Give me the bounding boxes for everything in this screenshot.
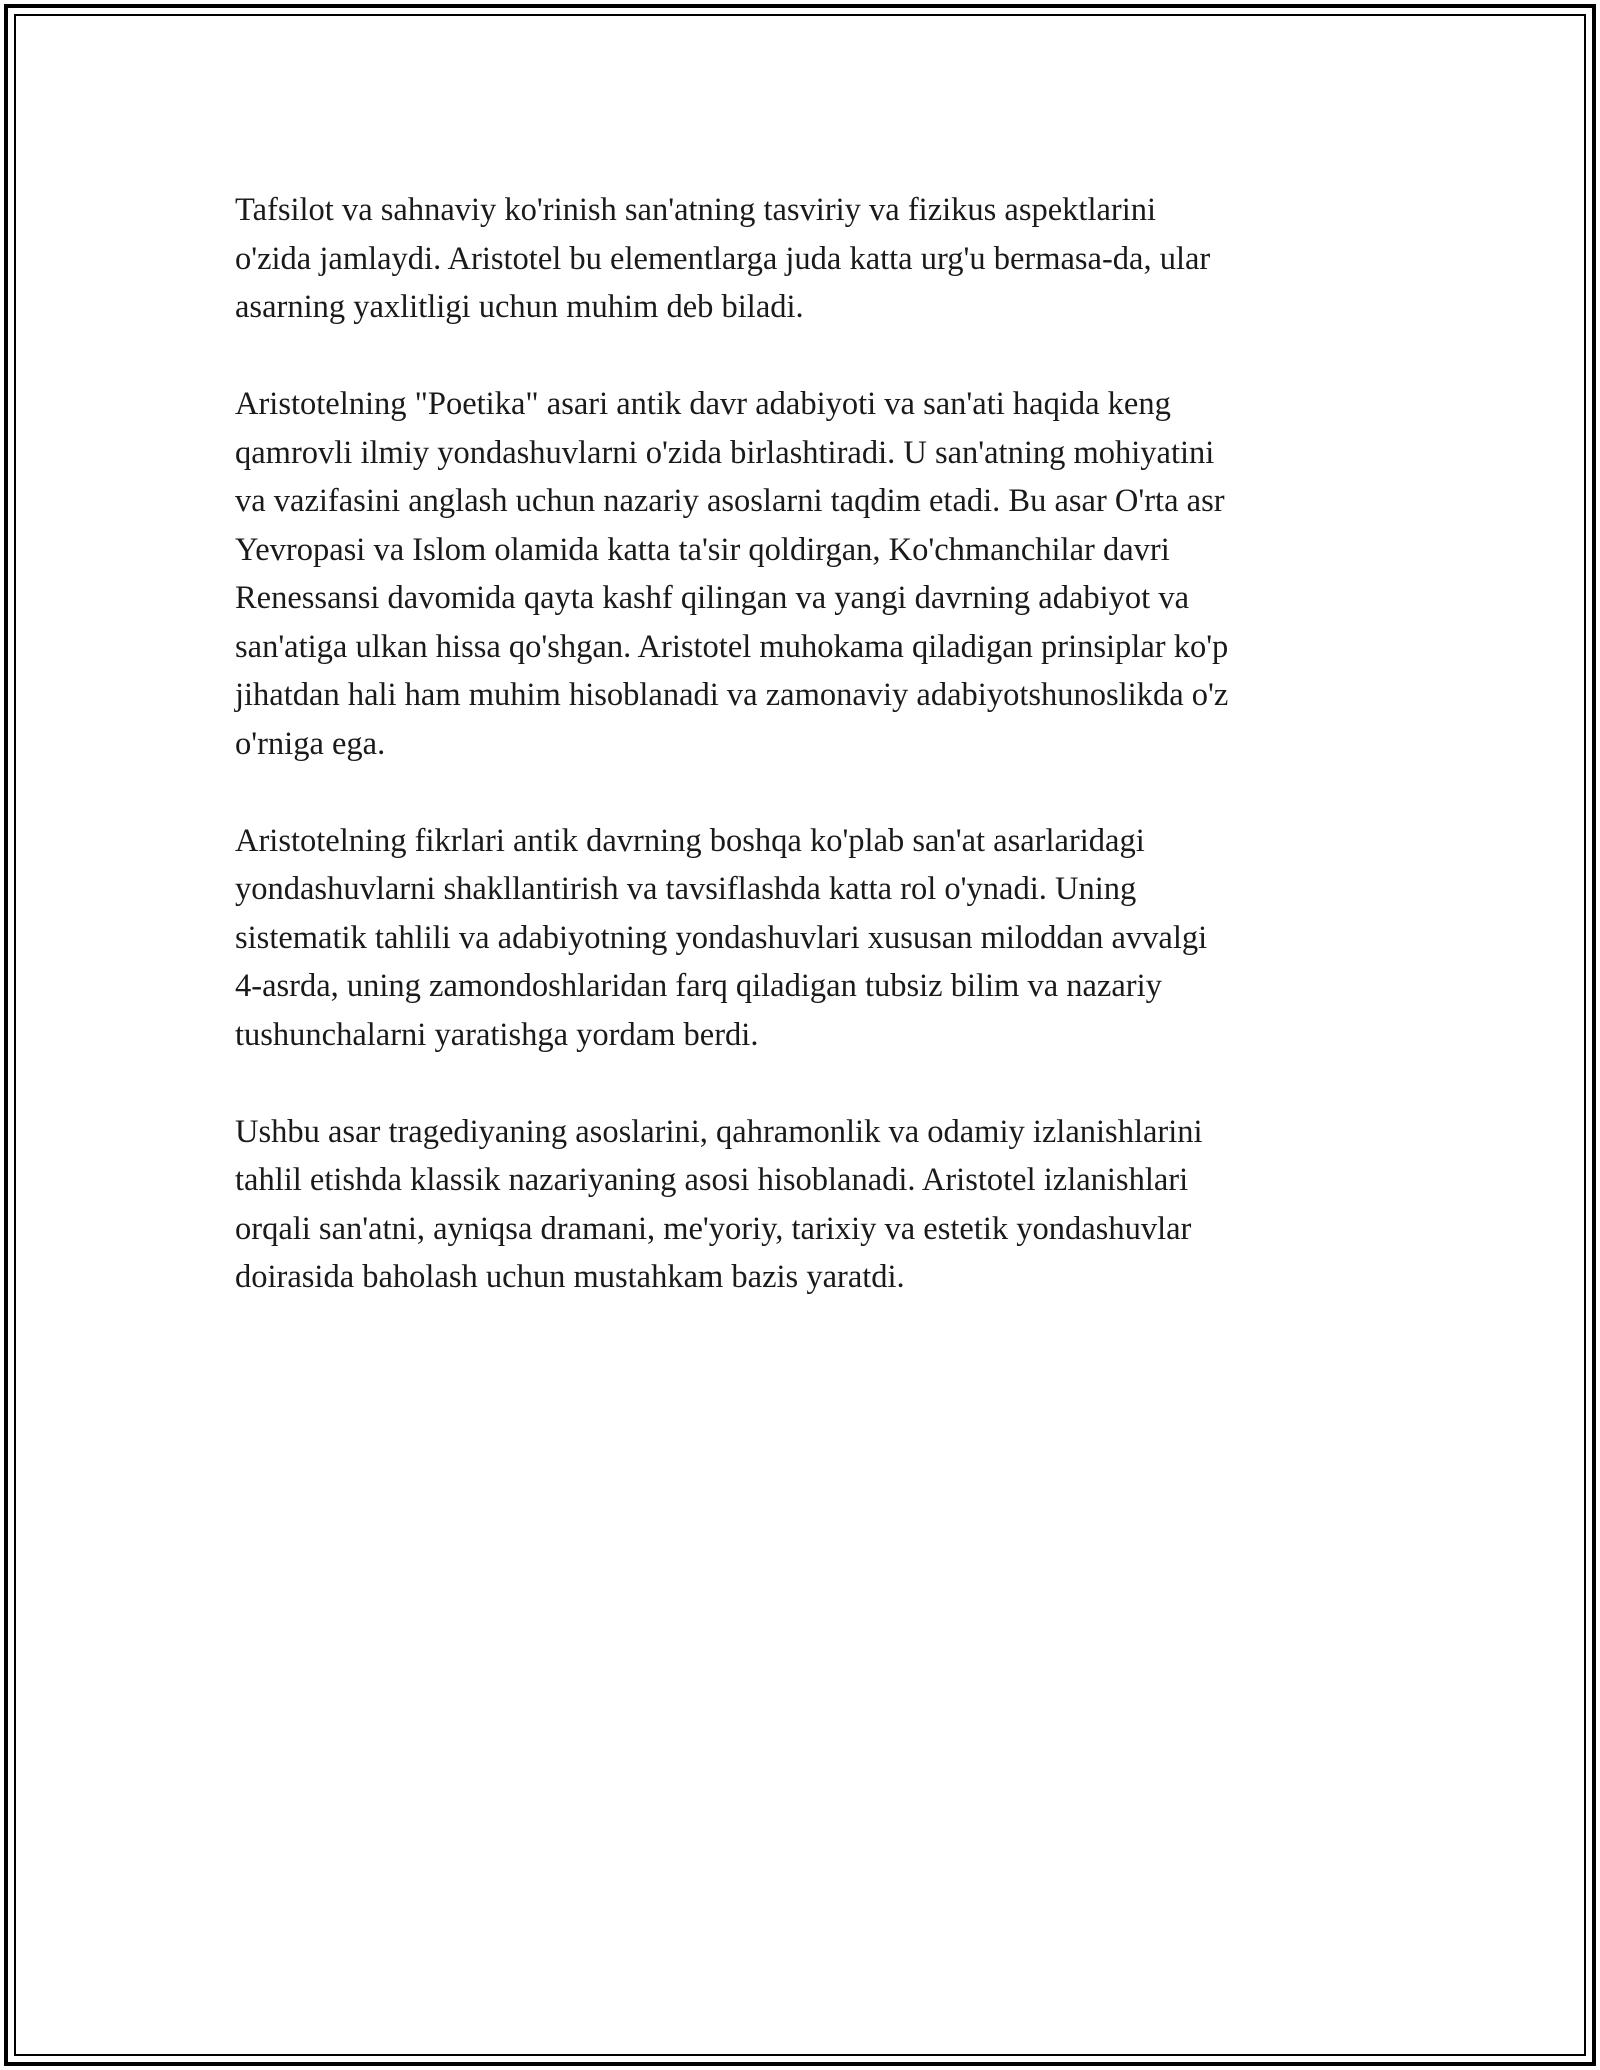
document-body [235,186,1365,1350]
paragraph-poetika: Aristotelning "Poetika" asari antik davr adabiyoti va san'ati haqida keng qamrovli ilmiy yondashuvlarni o'zida birlashtiradi. U san'atning mohiyatini va vazifasini anglash uchun nazariy asoslarni taqdim etadi. Bu asar O'rta asr Yevropasi va Islom olamida katta ta'sir qoldirgan, Ko'chmanchilar davri Renessansi davomida qayta kashf qilingan va yangi davrning adabiyot va san'atiga ulkan hissa qo'shgan. Aristotel muhokama qiladigan prinsiplar ko'p jihatdan hali ham muhim hisoblanadi va zamonaviy adabiyotshunoslikda o'z o'rniga ega. [235,386,1229,762]
paragraph-tragedy: Ushbu asar tragediyaning asoslarini, qahramonlik va odamiy izlanishlarini tahlil etishda klassik nazariyaning asosi hisoblanadi. Aristotel izlanishlari orqali san'atni, ayniqsa dramani, me'yoriy, tarixiy va estetik yondashuvlar doirasida baholash uchun mustahkam bazis yaratdi. [235,1113,1203,1295]
paragraph-scenery: Tafsilot va sahnaviy ko'rinish san'atning tasviriy va fizikus aspektlarini o'zida jamlaydi. Aristotel bu elementlarga juda katta urg'u bermasa-da, ular asarning yaxlitligi uchun muhim deb biladi. [235,192,1211,325]
paragraph-influence: Aristotelning fikrlari antik davrning boshqa ko'plab san'at asarlaridagi yondashuvlarni shakllantirish va tavsiflashda katta rol o'ynadi. Uning sistematik tahlili va adabiyotning yondashuvlari xususan miloddan avvalgi 4-asrda, uning zamondoshlaridan farq qiladigan tubsiz bilim va nazariy tushunchalarni yaratishga yordam berdi. [235,822,1208,1053]
